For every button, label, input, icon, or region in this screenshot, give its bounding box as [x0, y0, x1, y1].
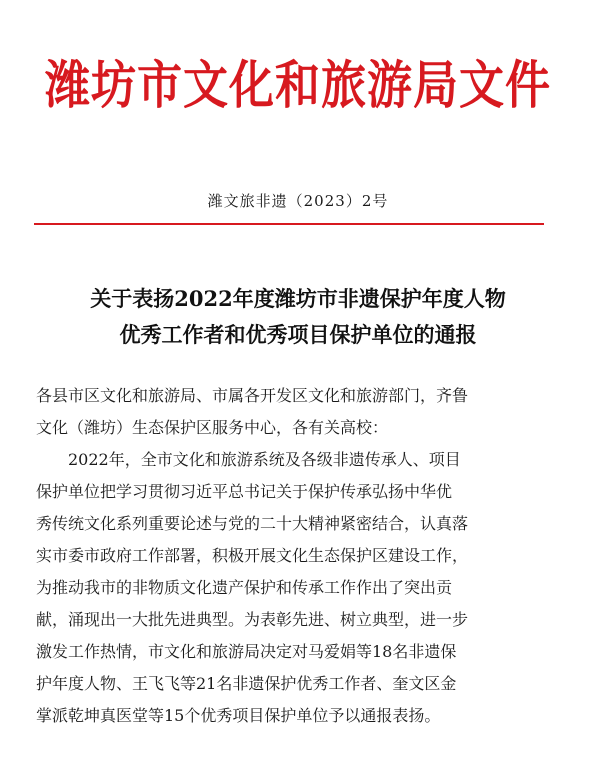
- body-line: 保护单位把学习贯彻习近平总书记关于保护传承弘扬中华优: [36, 482, 453, 501]
- body-line: 为推动我市的非物质文化遗产保护和传承工作作出了突出贡: [36, 578, 453, 597]
- red-divider-line: [34, 223, 544, 225]
- body-line: 秀传统文化系列重要论述与党的二十大精神紧密结合，认真落: [36, 514, 469, 533]
- document-number: 潍文旅非遗（2023）2号: [207, 192, 389, 210]
- body-line: 各县市区文化和旅游局、市属各开发区文化和旅游部门，齐鲁: [36, 386, 469, 405]
- body-line: 激发工作热情，市文化和旅游局决定对马爱娟等18名非遗保: [36, 642, 457, 661]
- body-line: 掌派乾坤真医堂等15个优秀项目保护单位予以通报表扬。: [36, 706, 441, 725]
- body-line: 文化（潍坊）生态保护区服务中心，各有关高校：: [36, 418, 389, 437]
- subject-line-1: 关于表扬2022年度潍坊市非遗保护年度人物: [90, 286, 506, 311]
- document-header-title: 潍坊市文化和旅游局文件: [44, 54, 551, 116]
- body-line: 献，涌现出一大批先进典型。为表彰先进、树立典型，进一步: [36, 610, 469, 629]
- body-line: 实市委市政府工作部署，积极开展文化生态保护区建设工作，: [36, 546, 469, 565]
- subject-line-2: 优秀工作者和优秀项目保护单位的通报: [119, 322, 477, 347]
- document-body: [36, 380, 556, 732]
- document-subject: [0, 281, 596, 353]
- body-line: 2022年，全市文化和旅游系统及各级非遗传承人、项目: [36, 450, 461, 469]
- body-line: 护年度人物、王飞飞等21名非遗保护优秀工作者、奎文区金: [36, 674, 457, 693]
